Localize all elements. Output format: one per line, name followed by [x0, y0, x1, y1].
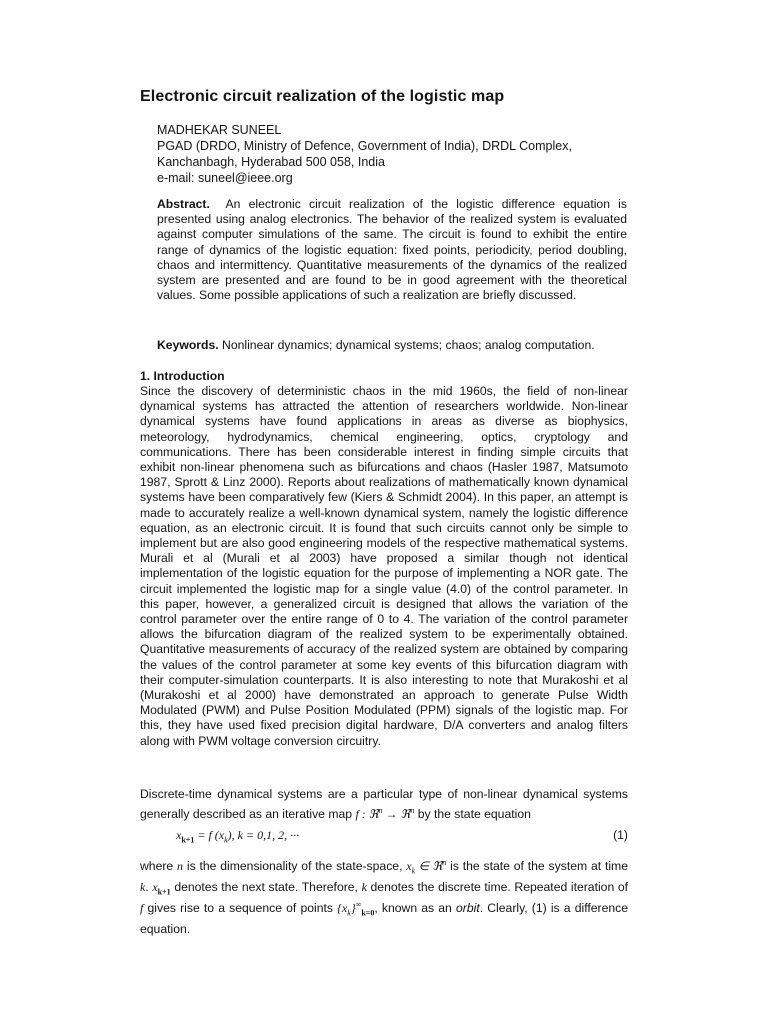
definitions-paragraph: where n is the dimensionality of the state-space, $x_k$ ∈ ℜ$^n$ is the state of the system at time k. $x_{k+1}$ denotes the next state. Therefore, k denotes the discrete time. Repeated iteration of f gives rise to a sequence of points $\{x_k\}^\infty_{k=0}$, known as an orbit. Clearly, (1) is a difference equation. — [140, 858, 629, 936]
keywords — [157, 337, 637, 353]
map-notation: f : ℜ$^n$ → ℜ$^n$ — [355, 806, 415, 821]
abstract-label: Abstract. — [157, 197, 210, 211]
author-name: MADHEKAR SUNEEL — [157, 123, 282, 137]
abstract-text: An electronic circuit realization of the logistic difference equation is presented using analog electronics. The behavior of the realized system is evaluated against computer simulations of the same. The circuit is found to exhibit the entire range of dynamics of the logistic equation: fixed points, periodicity, period doubling, chaos and intermittency. Quantitative measurements of the dynamics of the realized system are presented and are found to be in good agreement with the theoretical values. Some possible applications of such a realization are briefly discussed. — [157, 197, 627, 303]
author-block — [157, 122, 637, 186]
introduction-paragraph: Since the discovery of deterministic chaos in the mid 1960s, the field of non-linear dynamical systems has attracted the attention of researchers worldwide. Non-linear dynamical systems have found applications in areas as diverse as biophysics, meteorology, hydrodynamics, chemical engineering, optics, cryptology and communications. There has been considerable interest in finding simple circuits that exhibit non-linear phenomena such as bifurcations and chaos (Hasler 1987, Matsumoto 1987, Sprott & Linz 2000). Reports about realizations of mathematically known dynamical systems have been comparatively few (Kiers & Schmidt 2004). In this paper, an attempt is made to accurately realize a well-known dynamical system, namely the logistic difference equation, as an electronic circuit. It is found that such circuits cannot only be simple to implement but are also good engineering models of the respective mathematical systems. Murali et al (Murali et al 2003) have proposed a similar though not identical implementation of the logistic equation for the purpose of implementing a NOR gate. The circuit implemented the logistic map for a single value (4.0) of the control parameter. In this paper, however, a generalized circuit is designed that allows the variation of the control parameter over the entire range of 0 to 4. The variation of the control parameter allows the bifurcation diagram of the realized system to be experimentally obtained. Quantitative measurements of accuracy of the realized system are obtained by comparing the values of the control parameter at some key events of this bifurcation diagram with their computer-simulation counterparts. It is also interesting to note that Murakoshi et al (Murakoshi et al 2000) have demonstrated an approach to generate Pulse Width Modulated (PWM) and Pulse Position Modulated (PPM) signals of the logistic map. For this, they have used fixed precision digital hardware, D/A converters and analog filters along with PWM voltage conversion circuitry. — [140, 384, 628, 748]
equation-number: (1) — [613, 828, 628, 842]
author-affiliation-line2: Kanchanbagh, Hyderabad 500 058, India — [157, 155, 385, 169]
author-email: e-mail: suneel@ieee.org — [157, 171, 293, 185]
state-equation-paragraph: Discrete-time dynamical systems are a particular type of non-linear dynamical systems generally described as an iterative map f : ℜ$^n$ → ℜ$^n$ by the state equation — [140, 787, 628, 821]
equation-1 — [176, 828, 628, 846]
section-heading-introduction: 1. Introduction — [140, 369, 225, 383]
author-affiliation-line1: PGAD (DRDO, Ministry of Defence, Government of India), DRDL Complex, — [157, 139, 572, 153]
paper-title: Electronic circuit realization of the logistic map — [140, 88, 505, 105]
abstract — [157, 197, 627, 303]
keywords-text: Nonlinear dynamics; dynamical systems; chaos; analog computation. — [222, 338, 595, 352]
equation-expression: $x_{k+1} = f$ $(x_k)$, k = 0,1, 2, ··· — [176, 828, 300, 845]
keywords-label: Keywords. — [157, 338, 219, 352]
